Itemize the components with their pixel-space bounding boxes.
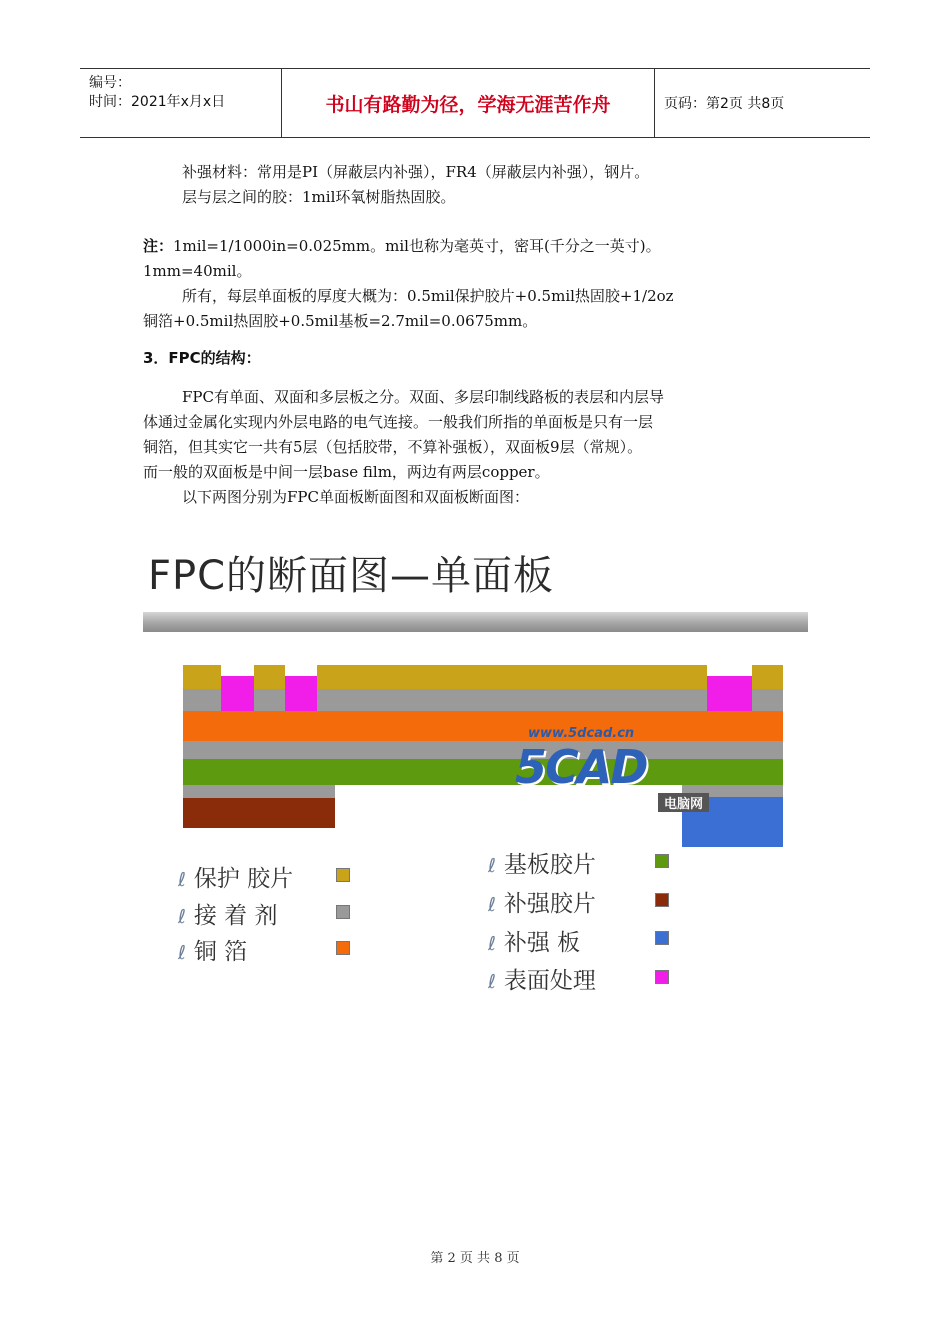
legend-bullet-icon: ℓ — [488, 855, 496, 877]
copper-layer — [183, 711, 783, 741]
legend-item-surface-treatment: ℓ 表面处理 — [488, 968, 596, 994]
page-footer: 第 2 页 共 8 页 — [430, 1251, 520, 1266]
coverlay-segment — [254, 665, 285, 689]
legend-swatch-copper — [336, 941, 350, 955]
paragraph-adhesive: 层与层之间的胶：1mil环氧树脂热固胶。 — [182, 188, 456, 206]
legend-swatch-stiffener-board — [655, 931, 669, 945]
figure-title: FPC的断面图—单面板 — [148, 553, 555, 599]
base-film-layer — [183, 759, 783, 785]
legend-swatch-stiffener-film — [655, 893, 669, 907]
legend-item-coverlay: ℓ 保护 胶片 — [178, 866, 294, 892]
paragraph-structure-4: 而一般的双面板是中间一层base film，两边有两层copper。 — [143, 463, 550, 481]
coverlay-segment — [183, 665, 221, 689]
header-divider — [654, 69, 655, 137]
legend-swatch-base-film — [655, 854, 669, 868]
coverlay-segment — [317, 665, 707, 689]
header-meta — [80, 69, 280, 137]
adhesive-layer — [183, 741, 783, 759]
fpc-cross-section-figure — [143, 530, 808, 1015]
coverlay-segment — [752, 665, 783, 689]
figure-title-bar — [143, 612, 808, 632]
paragraph-structure-2: 体通过金属化实现内外层电路的电气连接。一般我们所指的单面板是只有一层 — [143, 413, 654, 431]
legend-bullet-icon: ℓ — [488, 971, 496, 993]
legend-swatch-surface-treatment — [655, 970, 669, 984]
legend-item-stiffener-board: ℓ 补强 板 — [488, 930, 581, 956]
adhesive-segment — [254, 689, 285, 711]
legend-bullet-icon: ℓ — [178, 942, 186, 964]
header-page-number: 页码：第2页 共8页 — [664, 96, 785, 112]
legend-item-base-film: ℓ 基板胶片 — [488, 852, 596, 878]
legend-item-stiffener-film: ℓ 补强胶片 — [488, 891, 596, 917]
surface-treatment-pad — [221, 676, 254, 711]
watermark-subtitle: 电脑网 — [658, 793, 709, 812]
note-label: 注： — [143, 237, 174, 255]
paragraph-figure-intro: 以下两图分别为FPC单面板断面图和双面板断面图： — [182, 488, 529, 506]
watermark-logo: 5CAD — [515, 740, 647, 794]
legend-swatch-coverlay — [336, 868, 350, 882]
adhesive-segment — [317, 689, 707, 711]
note-line-2: 1mm=40mil。 — [143, 262, 252, 280]
paragraph-structure-3: 铜箔，但其实它一共有5层（包括胶带，不算补强板），双面板9层（常规）。 — [143, 438, 643, 456]
section-title: 3．FPC的结构： — [143, 349, 261, 367]
legend-bullet-icon: ℓ — [488, 933, 496, 955]
adhesive-segment — [752, 689, 783, 711]
page-header — [80, 68, 870, 138]
document-number: 编号： — [89, 75, 131, 91]
surface-treatment-pad — [707, 676, 752, 711]
note-line-1 — [143, 234, 661, 258]
paragraph-thickness-1: 所有，每层单面板的厚度大概为：0.5mil保护胶片+0.5mil热固胶+1/2oz — [182, 287, 674, 305]
legend-item-copper: ℓ 铜 箔 — [178, 939, 248, 965]
header-motto: 书山有路勤为径，学海无涯苦作舟 — [325, 93, 611, 116]
paragraph-structure-1: FPC有单面、双面和多层板之分。双面、多层印制线路板的表层和内层导 — [182, 388, 664, 406]
note-text-1: 1mil=1/1000in=0.025mm。mil也称为毫英寸，密耳(千分之一英寸)。 — [173, 237, 661, 255]
watermark-url: www.5dcad.cn — [528, 726, 635, 741]
stiffener-adhesive — [183, 785, 335, 798]
legend-item-adhesive: ℓ 接 着 剂 — [178, 903, 278, 929]
paragraph-reinforcement: 补强材料：常用是PI（屏蔽层内补强），FR4（屏蔽层内补强），钢片。 — [182, 163, 650, 181]
legend-bullet-icon: ℓ — [178, 906, 186, 928]
legend-bullet-icon: ℓ — [488, 894, 496, 916]
stiffener-film — [183, 798, 335, 828]
surface-treatment-pad — [285, 676, 317, 711]
document-date: 时间：2021年x月x日 — [89, 94, 226, 110]
legend-swatch-adhesive — [336, 905, 350, 919]
paragraph-thickness-2: 铜箔+0.5mil热固胶+0.5mil基板=2.7mil=0.0675mm。 — [143, 312, 538, 330]
legend-bullet-icon: ℓ — [178, 869, 186, 891]
adhesive-segment — [183, 689, 221, 711]
